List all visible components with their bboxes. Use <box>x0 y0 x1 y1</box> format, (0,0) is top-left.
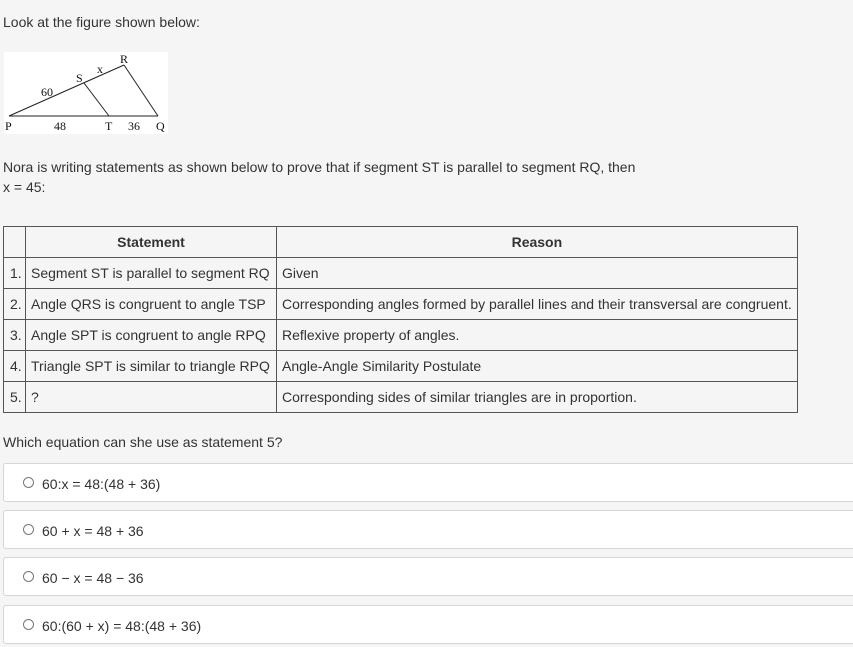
radio-button[interactable] <box>23 477 34 488</box>
side-pr <box>9 65 124 116</box>
vertex-label-s: S <box>76 71 83 85</box>
triangle-figure <box>4 52 168 134</box>
proof-table <box>3 226 798 413</box>
table-row <box>4 351 798 382</box>
option-label: 60 + x = 48 + 36 <box>42 523 144 539</box>
row-number: 2. <box>4 289 26 320</box>
header-reason: Reason <box>277 227 798 258</box>
row-reason: Angle-Angle Similarity Postulate <box>277 351 798 382</box>
row-statement: Angle QRS is congruent to angle TSP <box>26 289 277 320</box>
table-header-row <box>4 227 798 258</box>
row-statement: ? <box>26 382 277 413</box>
table-row <box>4 289 798 320</box>
row-reason: Given <box>277 258 798 289</box>
side-label-x: x <box>97 62 103 76</box>
paragraph-line-1: Nora is writing statements as shown below to prove that if segment ST is parallel to segment RQ, then <box>3 159 636 175</box>
side-label-60: 60 <box>41 85 53 99</box>
vertex-label-q: Q <box>156 119 165 133</box>
paragraph-line-2: x = 45: <box>3 179 46 195</box>
answer-option-1[interactable] <box>3 463 853 502</box>
option-label: 60:x = 48:(48 + 36) <box>42 476 161 492</box>
table-row <box>4 382 798 413</box>
side-rq <box>124 65 158 116</box>
option-label: 60 − x = 48 − 36 <box>42 570 144 586</box>
row-number: 3. <box>4 320 26 351</box>
row-reason: Corresponding sides of similar triangles are in proportion. <box>277 382 798 413</box>
table-row <box>4 320 798 351</box>
table-row <box>4 258 798 289</box>
row-statement: Triangle SPT is similar to triangle RPQ <box>26 351 277 382</box>
header-num <box>4 227 26 258</box>
problem-paragraph <box>3 157 703 197</box>
row-number: 5. <box>4 382 26 413</box>
answer-option-2[interactable] <box>3 510 853 549</box>
side-label-48: 48 <box>54 119 66 133</box>
vertex-label-p: P <box>5 119 12 133</box>
triangle-diagram <box>4 52 168 134</box>
header-statement: Statement <box>26 227 277 258</box>
segment-st <box>84 83 109 116</box>
radio-button[interactable] <box>23 619 34 630</box>
option-label: 60:(60 + x) = 48:(48 + 36) <box>42 618 202 634</box>
vertex-label-t: T <box>105 119 113 133</box>
radio-button[interactable] <box>23 524 34 535</box>
answer-option-3[interactable] <box>3 557 853 596</box>
answer-option-4[interactable] <box>3 605 853 644</box>
question-text: Which equation can she use as statement 5? <box>3 434 283 450</box>
radio-button[interactable] <box>23 571 34 582</box>
row-reason: Corresponding angles formed by parallel lines and their transversal are congruent. <box>277 289 798 320</box>
vertex-label-r: R <box>120 52 129 66</box>
intro-text: Look at the figure shown below: <box>3 14 200 30</box>
row-number: 1. <box>4 258 26 289</box>
row-number: 4. <box>4 351 26 382</box>
side-label-36: 36 <box>128 119 140 133</box>
row-statement: Angle SPT is congruent to angle RPQ <box>26 320 277 351</box>
row-reason: Reflexive property of angles. <box>277 320 798 351</box>
row-statement: Segment ST is parallel to segment RQ <box>26 258 277 289</box>
